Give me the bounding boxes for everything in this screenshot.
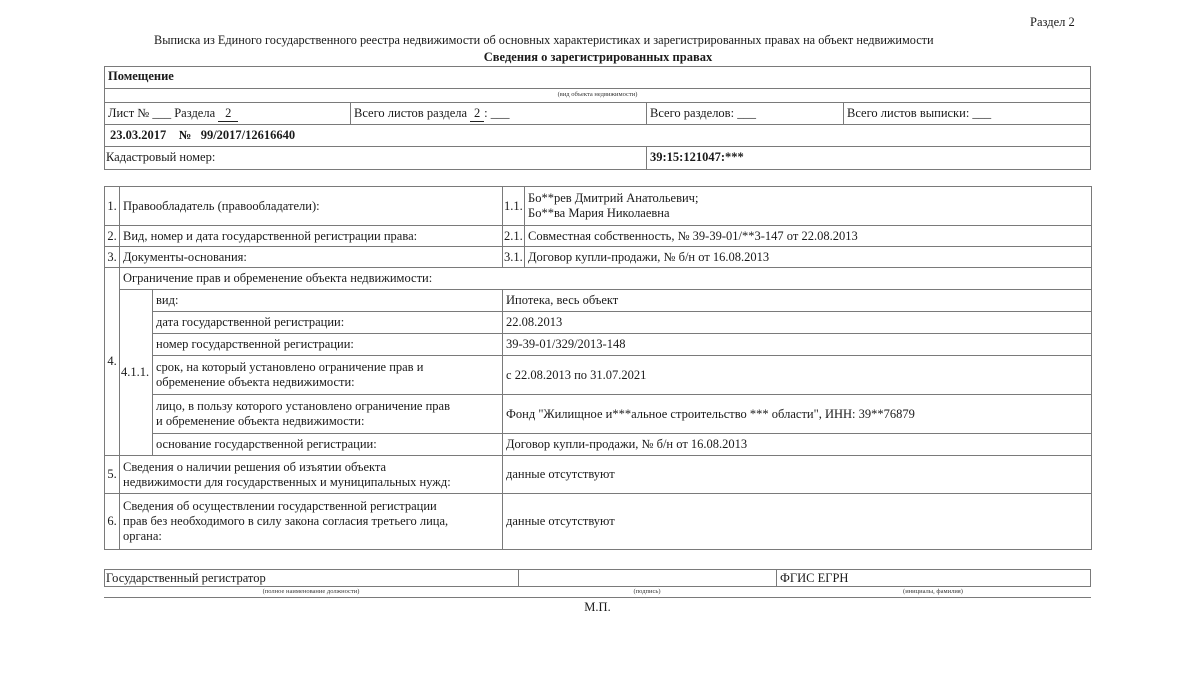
object-type: Помещение xyxy=(108,69,174,83)
document-title: Выписка из Единого государственного реестра недвижимости об основных характеристиках и зарегистрированных правах на объект недвижимости xyxy=(154,33,934,47)
registrar-name: ФГИС ЕГРН xyxy=(780,571,849,585)
table-row: 1. Правообладатель (правообладатели): 1.1. Бо**рев Дмитрий Анатольевич; Бо**ва Мария Николаевна xyxy=(105,187,1092,226)
sheet-number: Лист № ___ Раздела 2 xyxy=(108,106,238,122)
position-caption: (полное наименование должности) xyxy=(262,588,360,595)
name-caption: (инициалы, фамилия) xyxy=(903,588,963,595)
registrar-position: Государственный регистратор xyxy=(106,571,266,585)
consent-value: данные отсутствуют xyxy=(503,494,1092,550)
table-row: 5. Сведения о наличии решения об изъятии объекта недвижимости для государственных и муниципальных нужд: данные отсутствуют xyxy=(105,456,1092,494)
extract-date-number: 23.03.2017 № 99/2017/12616640 xyxy=(110,128,296,142)
basis-document-value: Договор купли-продажи, № б/н от 16.08.2013 xyxy=(525,247,1092,268)
rights-table xyxy=(104,186,1092,550)
table-row: номер государственной регистрации: 39-39-01/329/2013-148 xyxy=(105,334,1092,356)
table-row: лицо, в пользу которого установлено ограничение прав и обременение объекта недвижимости: Фонд "Жилищное и***альное строительство *** области", ИНН: 39**76879 xyxy=(105,395,1092,434)
encumbrance-heading: Ограничение прав и обременение объекта недвижимости: xyxy=(120,268,1092,290)
table-row: 3. Документы-основания: 3.1. Договор купли-продажи, № б/н от 16.08.2013 xyxy=(105,247,1092,268)
table-row: срок, на который установлено ограничение прав и обременение объекта недвижимости: с 22.08.2013 по 31.07.2021 xyxy=(105,356,1092,395)
table-row: 6. Сведения об осуществлении государственной регистрации прав без необходимого в силу закона согласия третьего лица, органа: данные отсутствуют xyxy=(105,494,1092,550)
table-row: 4.1.1. вид: Ипотека, весь объект xyxy=(105,290,1092,312)
table-row: основание государственной регистрации: Договор купли-продажи, № б/н от 16.08.2013 xyxy=(105,434,1092,456)
cadastral-label: Кадастровый номер: xyxy=(106,150,216,164)
signature-caption: (подпись) xyxy=(633,588,661,595)
document-subtitle: Сведения о зарегистрированных правах xyxy=(483,50,713,64)
section-label: Раздел 2 xyxy=(1030,15,1075,29)
right-registration-value: Совместная собственность, № 39-39-01/**3-147 от 22.08.2013 xyxy=(525,226,1092,247)
total-sheets-section: Всего листов раздела 2 : ___ xyxy=(354,106,510,120)
table-row: 2. Вид, номер и дата государственной регистрации права: 2.1. Совместная собственность, № 39-39-01/**3-147 от 22.08.2013 xyxy=(105,226,1092,247)
section-number: 2 xyxy=(218,106,238,122)
cadastral-number: 39:15:121047:*** xyxy=(650,150,744,164)
rightholder-label: Правообладатель (правообладатели): xyxy=(120,187,503,226)
rightholder-value: Бо**рев Дмитрий Анатольевич; Бо**ва Мария Николаевна xyxy=(525,187,1092,226)
table-row: 4. Ограничение прав и обременение объекта недвижимости: xyxy=(105,268,1092,290)
total-sheets: Всего листов выписки: ___ xyxy=(847,106,992,120)
total-sections: Всего разделов: ___ xyxy=(650,106,756,120)
table-row: дата государственной регистрации: 22.08.2013 xyxy=(105,312,1092,334)
seizure-value: данные отсутствуют xyxy=(503,456,1092,494)
stamp-label: М.П. xyxy=(584,600,611,614)
object-type-caption: (вид объекта недвижимости) xyxy=(557,91,638,98)
